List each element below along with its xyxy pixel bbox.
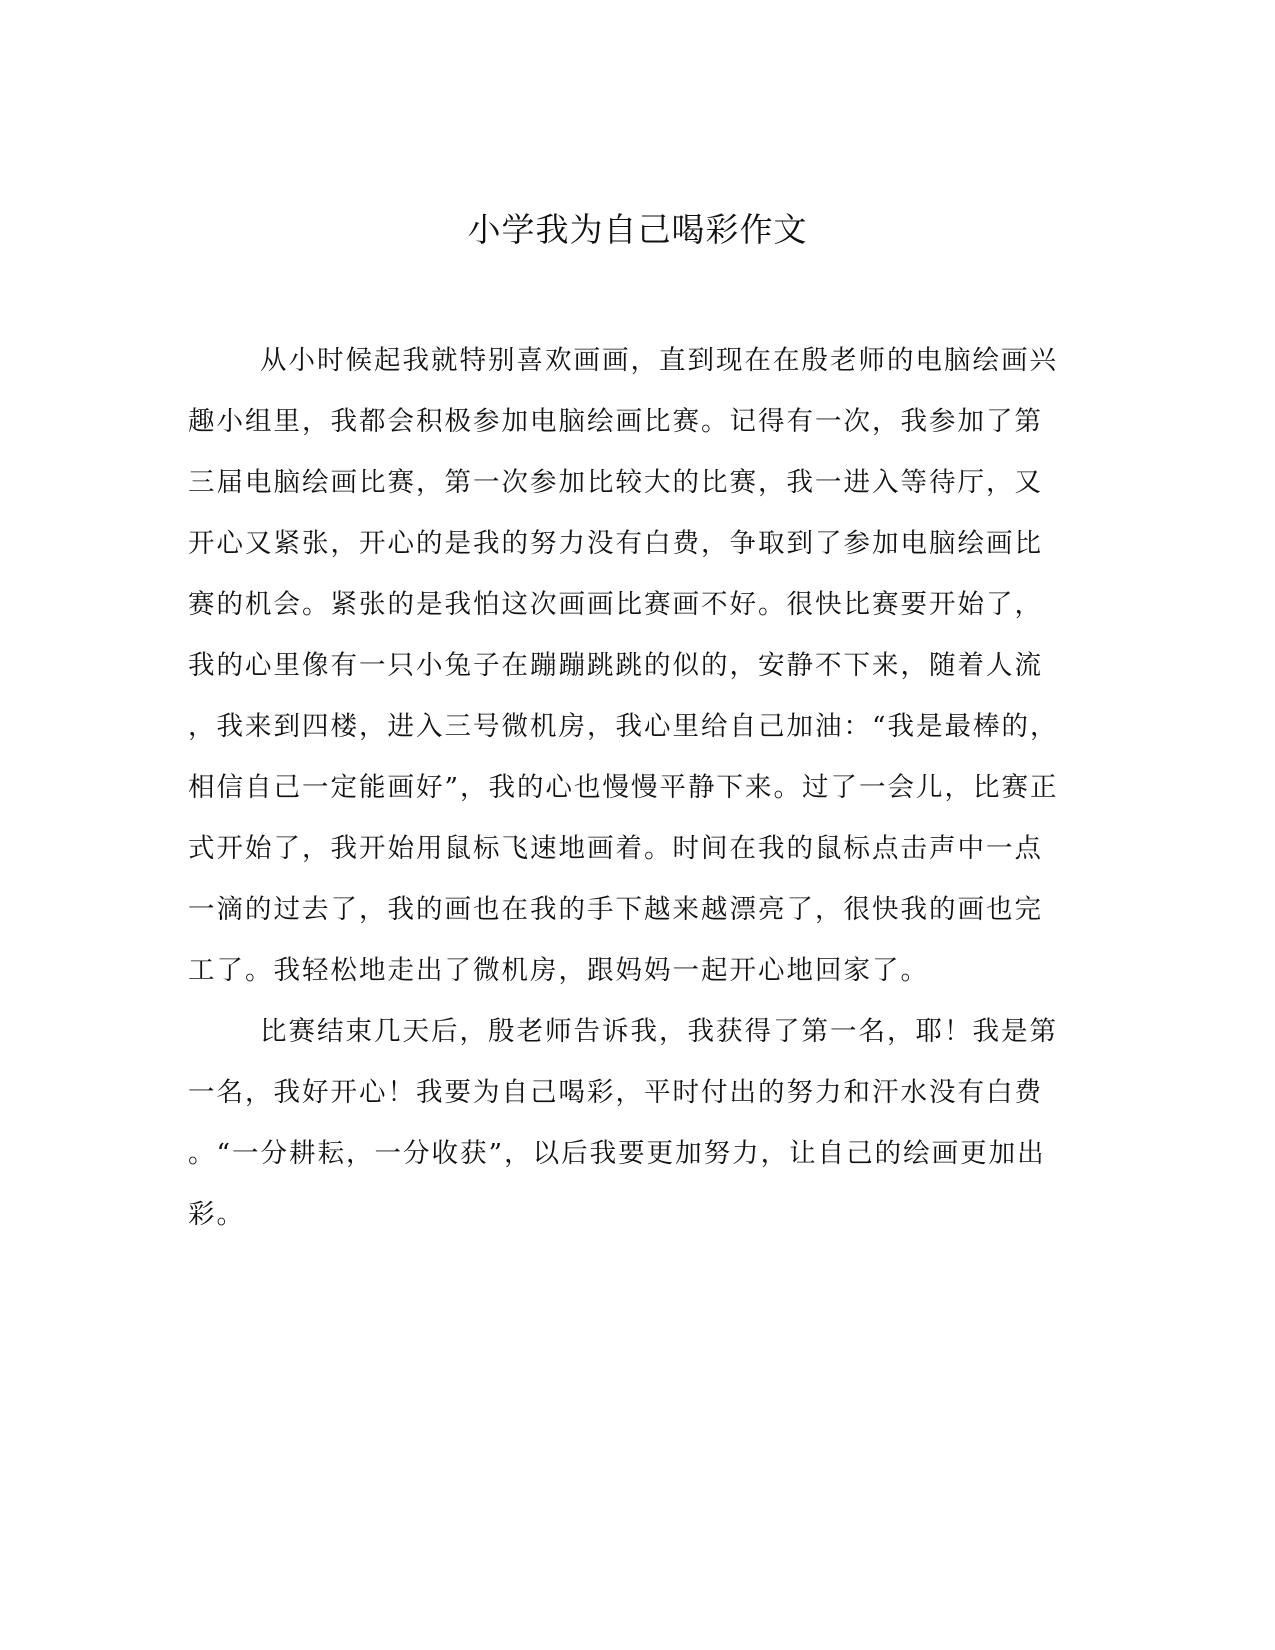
paragraph-line: 。“一分耕耘，一分收获”，以后我要更加努力，让自己的绘画更加出 [188, 1138, 1046, 1169]
paragraph-line: ，我来到四楼，进入三号微机房，我心里给自己加油：“我是最棒的， [188, 711, 1059, 742]
paragraph-line: 从小时候起我就特别喜欢画画，直到现在在殷老师的电脑绘画兴 [260, 345, 1058, 376]
paragraph-line: 彩。 [188, 1199, 245, 1230]
paragraph-line: 开心又紧张，开心的是我的努力没有白费，争取到了参加电脑绘画比 [188, 528, 1043, 559]
document-title: 小学我为自己喝彩作文 [467, 210, 808, 249]
paragraph-line: 一滴的过去了，我的画也在我的手下越来越漂亮了，很快我的画也完 [188, 894, 1043, 925]
paragraph-line: 一名，我好开心！我要为自己喝彩，平时付出的努力和汗水没有白费 [188, 1077, 1043, 1108]
paragraph-line: 趣小组里，我都会积极参加电脑绘画比赛。记得有一次，我参加了第 [188, 406, 1043, 437]
paragraph-line: 相信自己一定能画好”，我的心也慢慢平静下来。过了一会儿，比赛正 [188, 772, 1059, 803]
paragraph-line: 我的心里像有一只小兔子在蹦蹦跳跳的似的，安静不下来，随着人流 [188, 650, 1043, 681]
paragraph-line: 比赛结束几天后，殷老师告诉我，我获得了第一名，耶！我是第 [260, 1016, 1058, 1047]
document-body [188, 330, 1068, 1245]
paragraph-line: 三届电脑绘画比赛，第一次参加比较大的比赛，我一进入等待厅，又 [188, 467, 1043, 498]
paragraph-line: 工了。我轻松地走出了微机房，跟妈妈一起开心地回家了。 [188, 955, 929, 986]
paragraph-line: 式开始了，我开始用鼠标飞速地画着。时间在我的鼠标点击声中一点 [188, 833, 1043, 864]
paragraph-line: 赛的机会。紧张的是我怕这次画画比赛画不好。很快比赛要开始了， [188, 589, 1043, 620]
